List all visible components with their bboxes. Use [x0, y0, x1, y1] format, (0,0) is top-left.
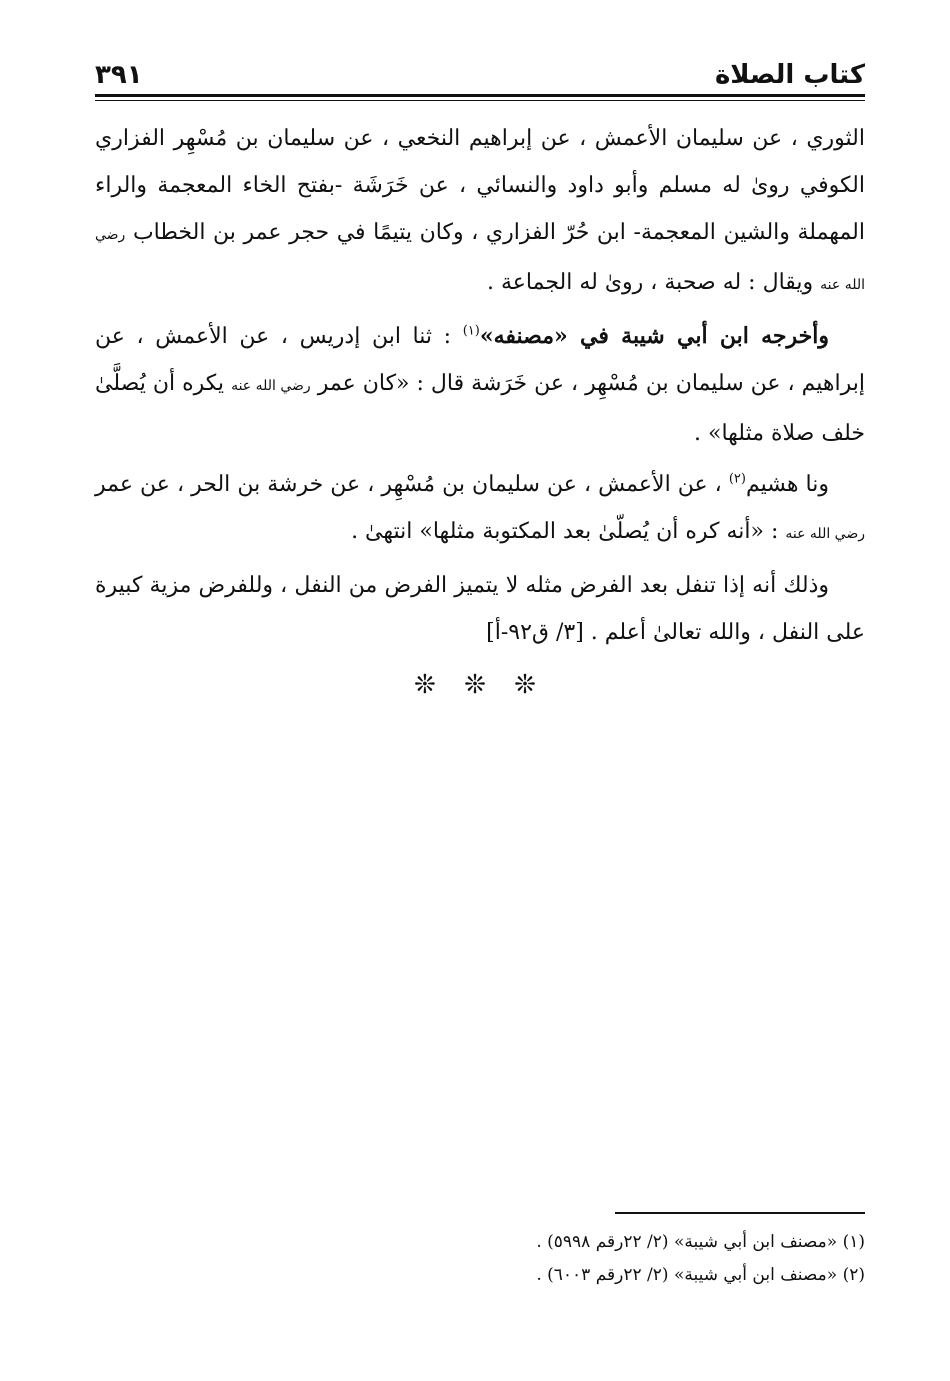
footnote-ref-1[interactable]: (١) — [462, 323, 480, 339]
paragraph-text: وذلك أنه إذا تنفل بعد الفرض مثله لا يتميز الفرض من النفل ، وللفرض مزية كبيرة على النفل ، والله تعالىٰ أعلم . [٣/ ق٩٢-أ] — [95, 573, 865, 645]
paragraph-text-end: يكره أن يُصلَّىٰ خلف صلاة مثلها» . — [95, 371, 865, 446]
running-header — [95, 40, 865, 88]
paragraph-ibn-abi-shaybah — [95, 313, 865, 457]
paragraph-narrator-chain — [95, 115, 865, 309]
honorific-glyph: رضي الله عنه — [231, 378, 311, 394]
paragraph-hushaym — [95, 461, 865, 558]
honorific-glyph: رضي الله عنه — [95, 227, 865, 293]
footnotes — [95, 1212, 865, 1292]
main-text — [95, 115, 865, 700]
footnote-1: (١) «مصنف ابن أبي شيبة» (٢/ ٢٢رقم ٥٩٩٨) . — [536, 1232, 865, 1252]
paragraph-text-middle: ، عن الأعمش ، عن سليمان بن مُسْهِر ، عن خرشة بن الحر ، عن عمر — [95, 472, 722, 497]
header-rule — [95, 94, 865, 101]
paragraph-tail: ويقال : له صحبة ، روىٰ له الجماعة . — [487, 270, 814, 295]
chapter-title: كتاب الصلاة — [714, 60, 865, 90]
bold-lead: وأخرجه ابن أبي شيبة في «مصنفه» — [479, 323, 829, 349]
paragraph-conclusion — [95, 562, 865, 656]
footnote-ref-2[interactable]: (٢) — [728, 471, 746, 487]
footnote-rule — [615, 1212, 865, 1214]
honorific-glyph: رضي الله عنه — [785, 526, 865, 542]
book-page — [95, 40, 865, 1340]
paragraph-text: الثوري ، عن سليمان الأعمش ، عن إبراهيم النخعي ، عن سليمان بن مُسْهِر الفزاري الكوفي روىٰ له مسلم وأبو داود والنسائي ، عن خَرَشَة -بفتح الخاء المعجمة والراء المهملة والشين المعجمة- ابن حُرّ الفزاري ، وكان يتيمًا في حجر عمر بن الخطاب — [95, 126, 865, 245]
paragraph-text-end: : «أنه كره أن يُصلّىٰ بعد المكتوبة مثلها» انتهىٰ . — [351, 519, 779, 544]
paragraph-text: : ثنا ابن إدريس ، عن الأعمش ، عن إبراهيم ، عن سليمان بن مُسْهِر ، عن خَرَشة قال : «كان عمر — [95, 324, 865, 396]
section-separator: ❊ ❊ ❊ — [414, 670, 546, 700]
paragraph-text: ونا هشيم — [745, 472, 829, 497]
page-number: ٣٩١ — [95, 60, 143, 90]
footnote-2: (٢) «مصنف ابن أبي شيبة» (٢/ ٢٢رقم ٦٠٠٣) . — [536, 1265, 865, 1285]
